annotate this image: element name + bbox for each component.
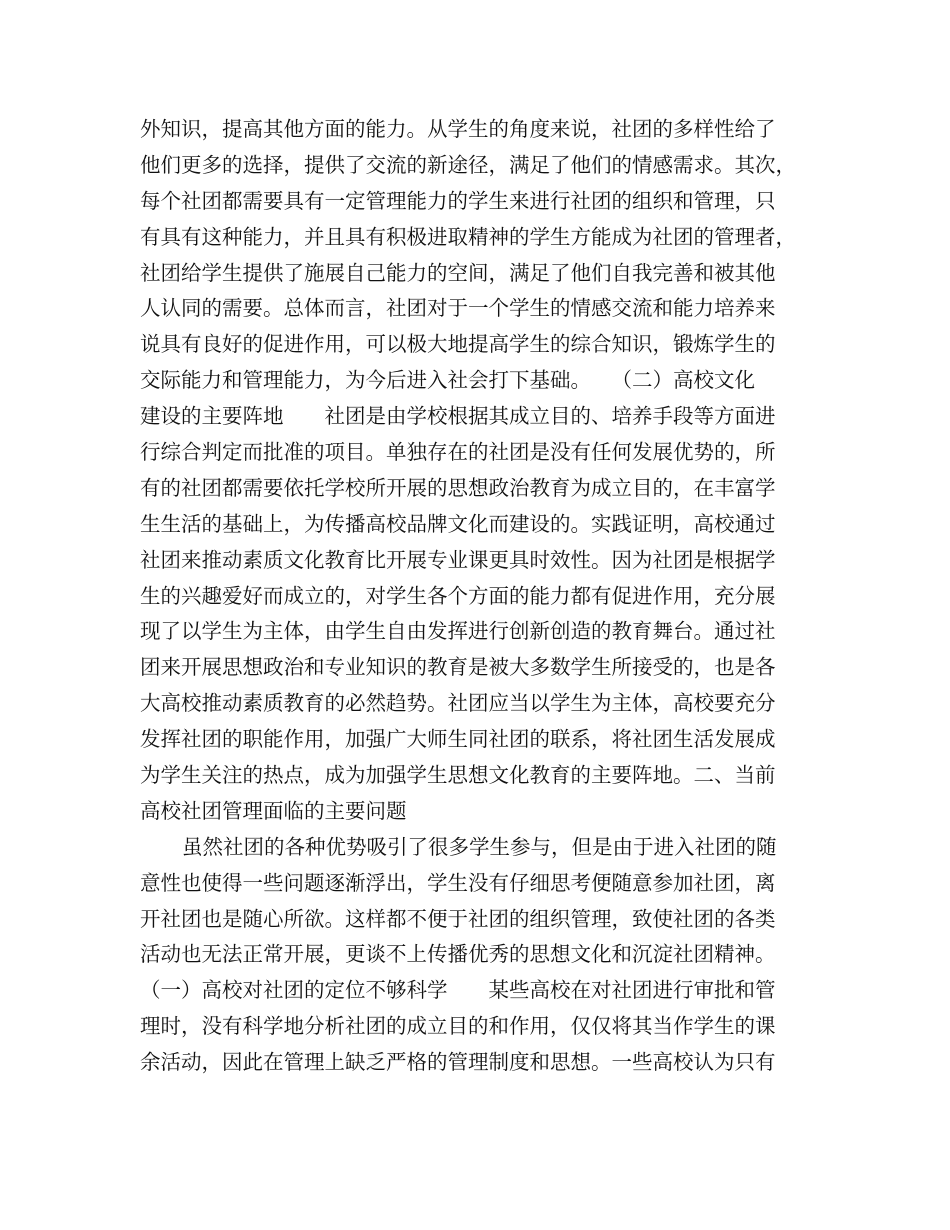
text-line: 社团来推动素质文化教育比开展专业课更具时效性。因为社团是根据学 (140, 547, 776, 572)
text-line: 他们更多的选择，提供了交流的新途径，满足了他们的情感需求。其次， (140, 152, 796, 177)
text-line: 余活动，因此在管理上缺乏严格的管理制度和思想。一些高校认为只有 (140, 1050, 776, 1075)
text-line: 有具有这种能力，并且具有积极进取精神的学生方能成为社团的管理者， (140, 224, 796, 249)
text-line: 高校社团管理面临的主要问题 (140, 798, 407, 823)
text-line: （一）高校对社团的定位不够科学 某些高校在对社团进行审批和管 (140, 978, 776, 1003)
text-line: 社团给学生提供了施展自己能力的空间，满足了他们自我完善和被其他 (140, 260, 776, 285)
text-line: 有的社团都需要依托学校所开展的思想政治教育为成立目的，在丰富学 (140, 475, 776, 500)
text-line: 开社团也是随心所欲。这样都不便于社团的组织管理，致使社团的各类 (140, 906, 776, 931)
text-line: 活动也无法正常开展，更谈不上传播优秀的思想文化和沉淀社团精神。 (140, 942, 776, 967)
text-line: 行综合判定而批准的项目。单独存在的社团是没有任何发展优势的，所 (140, 440, 776, 465)
text-line: 大高校推动素质教育的必然趋势。社团应当以学生为主体，高校要充分 (140, 691, 776, 716)
body-text (140, 112, 830, 1081)
text-line: 每个社团都需要具有一定管理能力的学生来进行社团的组织和管理，只 (140, 188, 776, 213)
text-line: 交际能力和管理能力，为今后进入社会打下基础。 （二）高校文化 (140, 368, 755, 393)
text-line: 说具有良好的促进作用，可以极大地提高学生的综合知识，锻炼学生的 (140, 332, 776, 357)
text-line: 生生活的基础上，为传播高校品牌文化而建设的。实践证明，高校通过 (140, 511, 776, 536)
text-line: 意性也使得一些问题逐渐浮出，学生没有仔细思考便随意参加社团，离 (140, 870, 776, 895)
text-line: 生的兴趣爱好而成立的，对学生各个方面的能力都有促进作用，充分展 (140, 583, 776, 608)
text-line: 团来开展思想政治和专业知识的教育是被大多数学生所接受的，也是各 (140, 655, 776, 680)
text-line: 理时，没有科学地分析社团的成立目的和作用，仅仅将其当作学生的课 (140, 1014, 776, 1039)
text-line: 人认同的需要。总体而言，社团对于一个学生的情感交流和能力培养来 (140, 296, 776, 321)
text-line: 为学生关注的热点，成为加强学生思想文化教育的主要阵地。二、当前 (140, 763, 776, 788)
text-line: 建设的主要阵地 社团是由学校根据其成立目的、培养手段等方面进 (140, 404, 776, 429)
text-line: 现了以学生为主体，由学生自由发挥进行创新创造的教育舞台。通过社 (140, 619, 776, 644)
text-line: 外知识，提高其他方面的能力。从学生的角度来说，社团的多样性给了 (140, 117, 776, 141)
text-line: 虽然社团的各种优势吸引了很多学生参与，但是由于进入社团的随 (182, 834, 777, 859)
text-line: 发挥社团的职能作用，加强广大师生同社团的联系，将社团生活发展成 (140, 727, 776, 752)
